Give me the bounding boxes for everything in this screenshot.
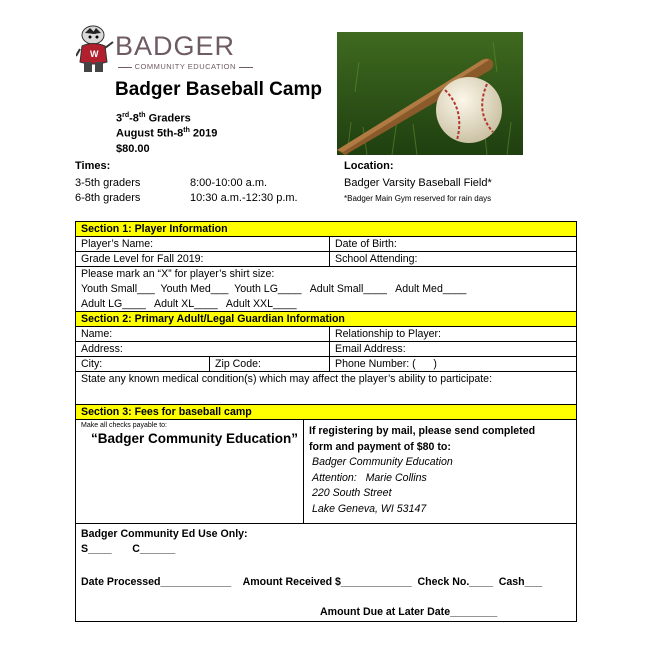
svg-text:W: W: [90, 49, 99, 59]
office-due-line[interactable]: Amount Due at Later Date________: [320, 606, 498, 618]
guardian-name-field[interactable]: Name:: [81, 328, 113, 340]
times-heading: Times:: [75, 160, 111, 172]
page-title: Badger Baseball Camp: [115, 79, 322, 100]
office-use-block: [76, 524, 576, 621]
email-field[interactable]: Email Address:: [329, 342, 576, 356]
logo-subtitle: COMMUNITY EDUCATION: [118, 62, 253, 71]
mail-address-3: 220 South Street: [312, 487, 392, 499]
times-group-2: 6-8th graders: [75, 192, 141, 204]
form-row: [76, 342, 576, 357]
mail-address-1: Badger Community Education: [312, 456, 453, 468]
mail-instructions-1: If registering by mail, please send completed: [309, 425, 536, 437]
price: $80.00: [116, 143, 150, 155]
shirt-sizes-line-1[interactable]: Youth Small___ Youth Med___ Youth LG____ Adult Small____ Adult Med____: [81, 283, 467, 295]
medical-block[interactable]: [76, 372, 576, 405]
shirt-size-prompt: Please mark an “X” for player’s shirt size:: [81, 268, 275, 280]
location-heading: Location:: [344, 160, 394, 172]
section2-header: Section 2: Primary Adult/Legal Guardian Information: [76, 312, 576, 327]
times-time-1: 8:00-10:00 a.m.: [190, 177, 268, 189]
address-field[interactable]: Address:: [81, 343, 123, 355]
times-time-2: 10:30 a.m.-12:30 p.m.: [190, 192, 298, 204]
registration-form: [75, 221, 577, 622]
grades-line: 3rd-8th Graders: [116, 112, 191, 125]
times-group-1: 3-5th graders: [75, 177, 141, 189]
dates-line: August 5th-8th 2019: [116, 127, 218, 140]
mail-instructions-2: form and payment of $80 to:: [309, 440, 451, 453]
dob-field[interactable]: Date of Birth:: [329, 237, 576, 251]
school-field[interactable]: School Attending:: [329, 252, 576, 266]
checks-note: Make all checks payable to:: [81, 422, 167, 429]
section3-header: Section 3: Fees for baseball camp: [76, 405, 576, 420]
form-row: [76, 237, 576, 252]
zip-field[interactable]: Zip Code:: [209, 357, 329, 371]
city-field[interactable]: City:: [81, 358, 103, 370]
office-sc-line[interactable]: S____ C______: [81, 543, 176, 555]
player-name-field[interactable]: Player’s Name:: [81, 238, 154, 250]
grade-field[interactable]: Grade Level for Fall 2019:: [81, 253, 204, 265]
mail-address-2: Attention: Marie Collins: [312, 471, 427, 484]
medical-prompt: State any known medical condition(s) which may affect the player’s ability to participate:: [81, 373, 493, 385]
baseball-photo: [337, 32, 523, 155]
form-row: [76, 357, 576, 372]
location-note: *Badger Main Gym reserved for rain days: [344, 194, 492, 203]
location-field: Badger Varsity Baseball Field*: [344, 177, 492, 189]
office-use-heading: Badger Community Ed Use Only:: [81, 528, 248, 540]
relationship-field[interactable]: Relationship to Player:: [329, 327, 576, 341]
logo-wordmark: BADGER: [115, 31, 236, 61]
mail-address-4: Lake Geneva, WI 53147: [312, 502, 427, 515]
badger-mascot-icon: [76, 24, 116, 74]
phone-field[interactable]: Phone Number: ( ): [329, 357, 576, 371]
payee-cell: [76, 420, 303, 523]
mail-cell: [303, 420, 576, 523]
section1-header: Section 1: Player Information: [76, 222, 576, 237]
payee-name: “Badger Community Education”: [91, 431, 299, 446]
shirt-size-block: [76, 267, 576, 312]
shirt-sizes-line-2[interactable]: Adult LG____ Adult XL____ Adult XXL____: [81, 298, 297, 310]
form-row: [76, 252, 576, 267]
fees-block: [76, 420, 576, 524]
office-processed-line[interactable]: Date Processed____________ Amount Received $____________ Check No.____ Cash___: [81, 576, 543, 588]
form-row: [76, 327, 576, 342]
